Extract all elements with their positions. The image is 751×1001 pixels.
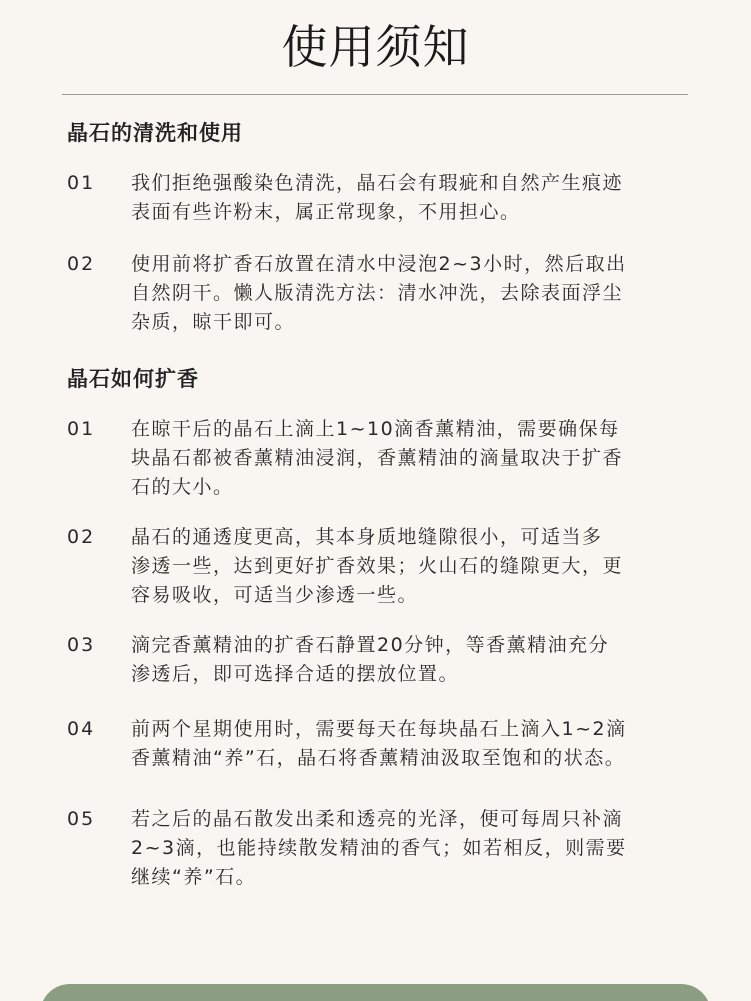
text-line: 渗透一些，达到更好扩香效果；火山石的缝隙更大，更 xyxy=(131,555,624,577)
text-line: 前两个星期使用时，需要每天在每块晶石上滴入1~2滴 xyxy=(131,718,627,740)
diffusing-item-01-text xyxy=(131,415,691,502)
diffusing-item-02-text xyxy=(131,523,691,610)
diffusing-item-04-number: 04 xyxy=(67,718,96,740)
text-line: 容易吸收，可适当少渗透一些。 xyxy=(131,584,419,606)
text-line: 自然阴干。懒人版清洗方法：清水冲洗，去除表面浮尘 xyxy=(131,282,624,304)
text-line: 滴完香薰精油的扩香石静置20分钟，等香薰精油充分 xyxy=(131,634,610,656)
diffusing-item-02-number: 02 xyxy=(67,526,96,548)
text-line: 在晾干后的晶石上滴上1~10滴香薰精油，需要确保每 xyxy=(131,418,620,440)
diffusing-item-05-text xyxy=(131,805,691,892)
text-line: 渗透后，即可选择合适的摆放位置。 xyxy=(131,663,460,685)
page-title: 使用须知 xyxy=(281,20,470,74)
diffusing-item-01-number: 01 xyxy=(67,418,96,440)
title-divider xyxy=(62,94,688,95)
text-line: 表面有些许粉末，属正常现象，不用担心。 xyxy=(131,201,521,223)
cleaning-item-02-number: 02 xyxy=(67,253,96,275)
text-line: 我们拒绝强酸染色清洗，晶石会有瑕疵和自然产生痕迹 xyxy=(131,172,624,194)
text-line: 2~3滴，也能持续散发精油的香气；如若相反，则需要 xyxy=(131,837,627,859)
text-line: 继续“养”石。 xyxy=(131,866,257,888)
diffusing-item-03-number: 03 xyxy=(67,634,96,656)
diffusing-item-03-text xyxy=(131,631,691,689)
text-line: 石的大小。 xyxy=(131,476,234,498)
text-line: 香薰精油“养”石，晶石将香薰精油汲取至饱和的状态。 xyxy=(131,747,626,769)
text-line: 晶石的通透度更高，其本身质地缝隙很小，可适当多 xyxy=(131,526,603,548)
text-line: 使用前将扩香石放置在清水中浸泡2~3小时，然后取出 xyxy=(131,253,627,275)
text-line: 杂质，晾干即可。 xyxy=(131,311,296,333)
cleaning-item-02-text xyxy=(131,250,691,337)
text-line: 若之后的晶石散发出柔和透亮的光泽，便可每周只补滴 xyxy=(131,808,624,830)
section-heading-cleaning: 晶石的清洗和使用 xyxy=(67,121,243,145)
diffusing-item-04-text xyxy=(131,715,691,773)
bottom-decorative-band xyxy=(40,984,711,1001)
cleaning-item-01-number: 01 xyxy=(67,172,96,194)
text-line: 块晶石都被香薰精油浸润，香薰精油的滴量取决于扩香 xyxy=(131,447,624,469)
diffusing-item-05-number: 05 xyxy=(67,808,96,830)
section-heading-diffusing: 晶石如何扩香 xyxy=(67,367,199,391)
cleaning-item-01-text xyxy=(131,169,691,227)
